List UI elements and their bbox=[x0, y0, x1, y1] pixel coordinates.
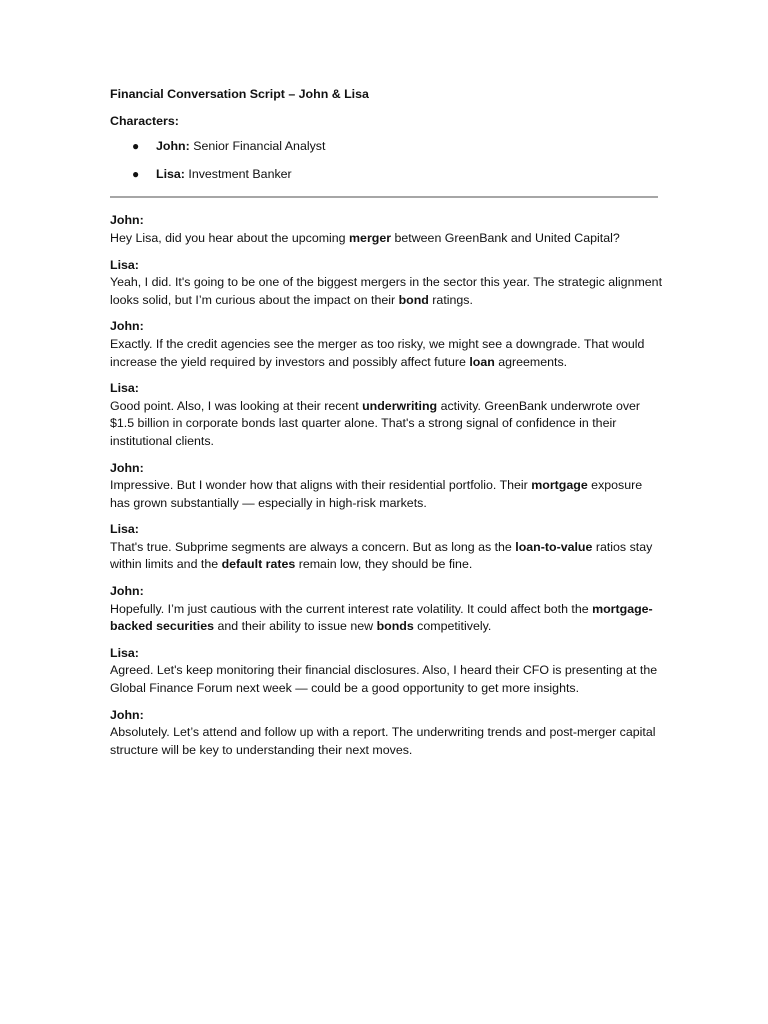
dialogue-text: Hopefully. I’m just cautious with the current interest rate volatility. It could affect both the bbox=[110, 601, 593, 616]
speaker-name: John: bbox=[110, 460, 144, 475]
bold-term: default rates bbox=[221, 557, 296, 572]
speaker-name: Lisa: bbox=[110, 381, 139, 396]
dialogue-text: Absolutely. Let’s attend and follow up with a report. The underwriting trends and post-merger capital structure will be key to understanding their next moves. bbox=[110, 725, 656, 757]
dialogue-line bbox=[110, 662, 662, 697]
dialogue-text: Hey Lisa, did you hear about the upcoming bbox=[110, 230, 350, 245]
dialogue-text: and their ability to issue new bbox=[214, 619, 377, 634]
speaker-name: Lisa: bbox=[110, 645, 139, 660]
dialogue-text: competitively. bbox=[413, 619, 492, 634]
bold-term: bonds bbox=[376, 619, 414, 634]
dialogue-text: That's true. Subprime segments are always a concern. But as long as the bbox=[110, 539, 516, 554]
dialogue-line bbox=[110, 336, 662, 371]
character-item bbox=[110, 138, 662, 156]
document-body bbox=[110, 86, 662, 768]
dialogue-line bbox=[110, 477, 662, 512]
dialogue-turn bbox=[110, 645, 662, 698]
characters-list bbox=[110, 138, 662, 183]
bold-term: mortgage-backed securities bbox=[110, 601, 653, 634]
dialogue-text: remain low, they should be fine. bbox=[295, 557, 473, 572]
character-role: Investment Banker bbox=[188, 166, 292, 181]
dialogue-text: activity. GreenBank underwrote over $1.5 billion in corporate bonds last quarter alone. That's a strong signal of confidence in their institutional clients. bbox=[110, 398, 641, 448]
character-name: John: bbox=[156, 139, 190, 154]
dialogue-text: Exactly. If the credit agencies see the merger as too risky, we might see a downgrade. That would increase the yield required by investors and possibly affect future bbox=[110, 336, 645, 369]
dialogue-turn bbox=[110, 380, 662, 450]
dialogue-turn bbox=[110, 460, 662, 513]
dialogue-turn bbox=[110, 257, 662, 310]
dialogue-line bbox=[110, 398, 662, 451]
speaker-name: John: bbox=[110, 707, 144, 722]
speaker-name: John: bbox=[110, 319, 144, 334]
dialogue-turn bbox=[110, 521, 662, 574]
bold-term: bond bbox=[398, 292, 429, 307]
dialogue-text: ratios stay within limits and the bbox=[110, 539, 653, 572]
dialogue-line bbox=[110, 539, 662, 574]
character-name: Lisa: bbox=[156, 166, 185, 181]
speaker-name: John: bbox=[110, 213, 144, 228]
dialogue-turn bbox=[110, 707, 662, 760]
horizontal-divider bbox=[110, 196, 658, 198]
dialogue-text: Impressive. But I wonder how that aligns with their residential portfolio. Their bbox=[110, 478, 532, 493]
bullet-icon: ● bbox=[132, 166, 140, 181]
dialogue-text: between GreenBank and United Capital? bbox=[391, 230, 620, 245]
dialogue-text: exposure has grown substantially — especially in high-risk markets. bbox=[110, 478, 643, 510]
bold-term: mortgage bbox=[531, 478, 588, 493]
bold-term: loan-to-value bbox=[515, 539, 593, 554]
dialogue-text: Good point. Also, I was looking at their recent bbox=[110, 398, 363, 413]
dialogue-line bbox=[110, 724, 662, 759]
character-item bbox=[110, 166, 662, 184]
dialogue-turn bbox=[110, 583, 662, 636]
speaker-name: Lisa: bbox=[110, 522, 139, 537]
character-role: Senior Financial Analyst bbox=[193, 139, 326, 154]
bullet-icon: ● bbox=[132, 139, 140, 154]
bold-term: underwriting bbox=[362, 398, 438, 413]
dialogue-text: Agreed. Let's keep monitoring their financial disclosures. Also, I heard their CFO is presenting at the Global Finance Forum next week — could be a good opportunity to get more insights. bbox=[110, 663, 658, 696]
dialogue-line bbox=[110, 274, 662, 309]
bold-term: loan bbox=[469, 354, 495, 369]
dialogue-text: agreements. bbox=[494, 354, 568, 369]
speaker-name: Lisa: bbox=[110, 257, 139, 272]
dialogue-line bbox=[110, 230, 662, 248]
dialogue bbox=[110, 212, 662, 759]
dialogue-text: Yeah, I did. It's going to be one of the biggest mergers in the sector this year. The strategic alignment looks solid, but I’m curious about the impact on their bbox=[110, 275, 663, 307]
bold-term: merger bbox=[349, 230, 392, 245]
characters-heading: Characters: bbox=[110, 113, 179, 128]
dialogue-text: ratings. bbox=[428, 292, 473, 307]
dialogue-turn bbox=[110, 318, 662, 371]
dialogue-turn bbox=[110, 212, 662, 247]
document-title: Financial Conversation Script – John & Lisa bbox=[110, 87, 369, 101]
dialogue-line bbox=[110, 601, 662, 636]
speaker-name: John: bbox=[110, 584, 144, 599]
